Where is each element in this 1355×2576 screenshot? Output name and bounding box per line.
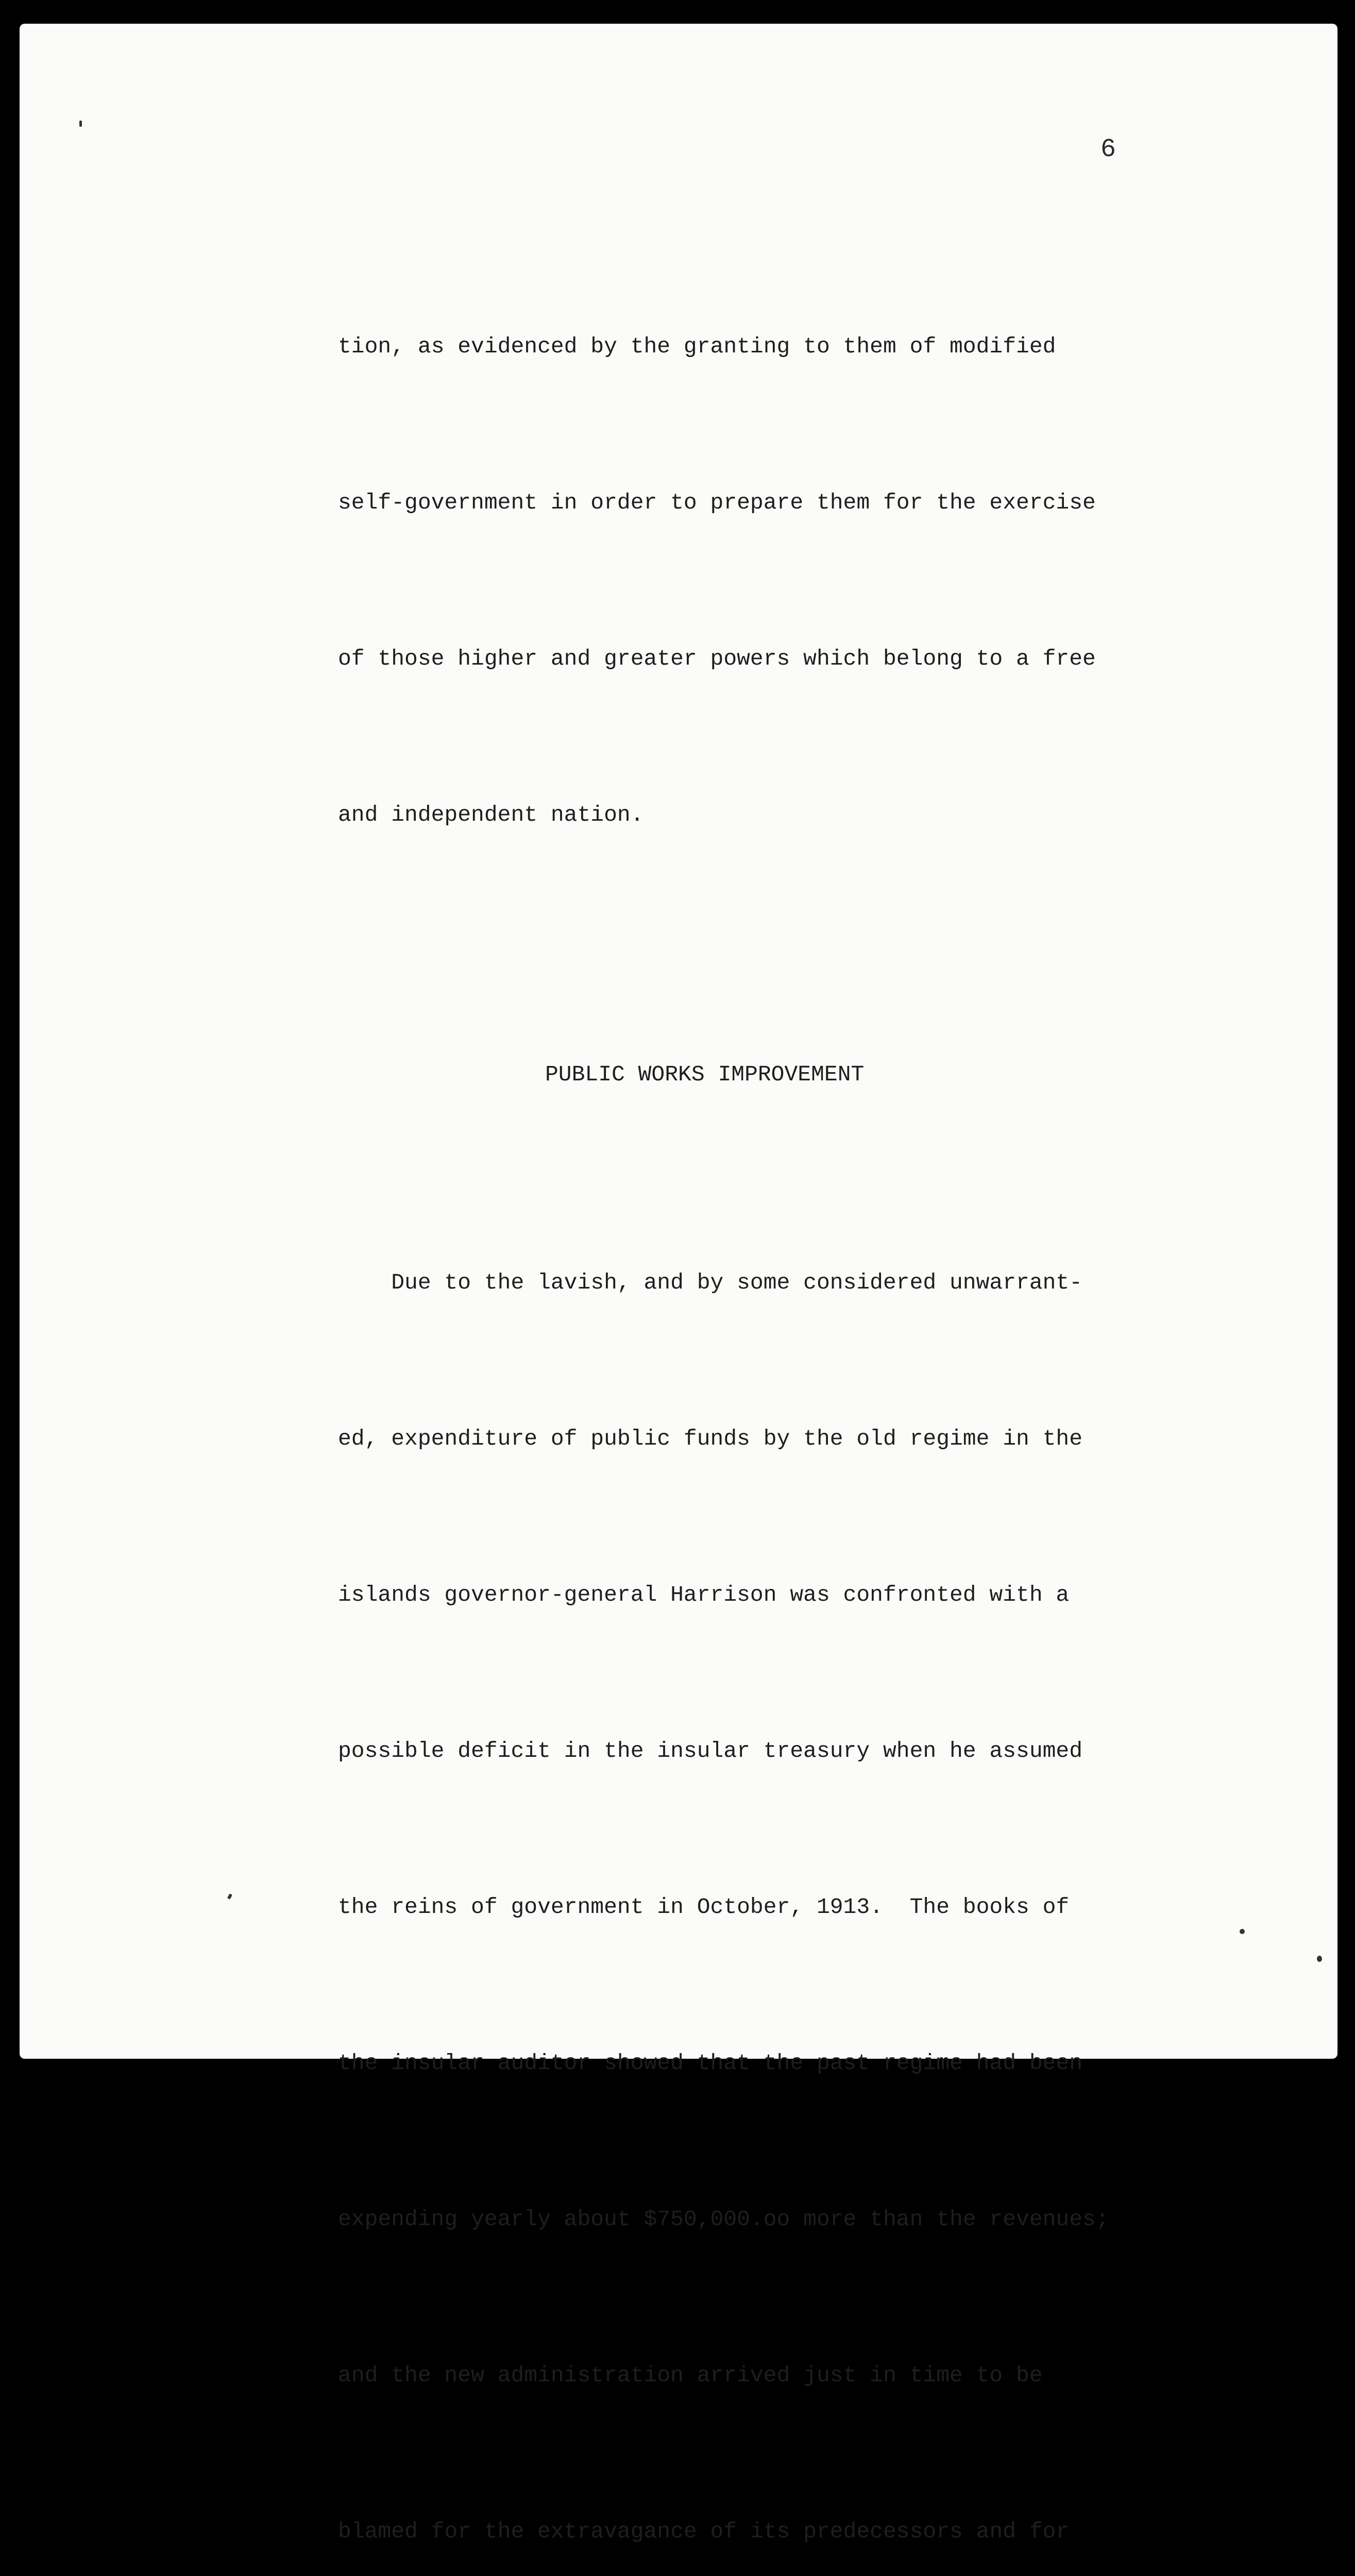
- text-line: and independent nation.: [338, 802, 644, 827]
- text-line: self-government in order to prepare them for the exercise: [338, 490, 1096, 515]
- text-line: expending yearly about $750,000.oo more than the revenues;: [338, 2207, 1109, 2232]
- margin-mark: [1317, 1956, 1322, 1962]
- margin-mark: [227, 1893, 232, 1900]
- document-page: [20, 24, 1337, 2544]
- body-text: [338, 216, 1162, 2576]
- text-line: blamed for the extravagance of its predecessors and for: [338, 2519, 1070, 2544]
- margin-mark: [79, 121, 82, 127]
- text-line: and the new administration arrived just in time to be: [338, 2363, 1043, 2388]
- margin-mark: [1240, 1929, 1245, 1934]
- text-line: the insular auditor showed that the past regime had been: [338, 2050, 1083, 2076]
- page-number: 6: [1100, 135, 1116, 164]
- text-line: ed, expenditure of public funds by the old regime in the: [338, 1426, 1083, 1451]
- text-line: tion, as evidenced by the granting to them of modified: [338, 334, 1056, 359]
- text-line: possible deficit in the insular treasury when he assumed: [338, 1738, 1083, 1764]
- text-line: islands governor-general Harrison was confronted with a: [338, 1582, 1070, 1607]
- text-line: Due to the lavish, and by some considered unwarrant-: [338, 1270, 1083, 1295]
- text-line: the reins of government in October, 1913. The books of: [338, 1894, 1070, 1920]
- text-line: of those higher and greater powers which belong to a free: [338, 646, 1096, 671]
- section-heading: PUBLIC WORKS IMPROVEMENT: [545, 1062, 865, 1087]
